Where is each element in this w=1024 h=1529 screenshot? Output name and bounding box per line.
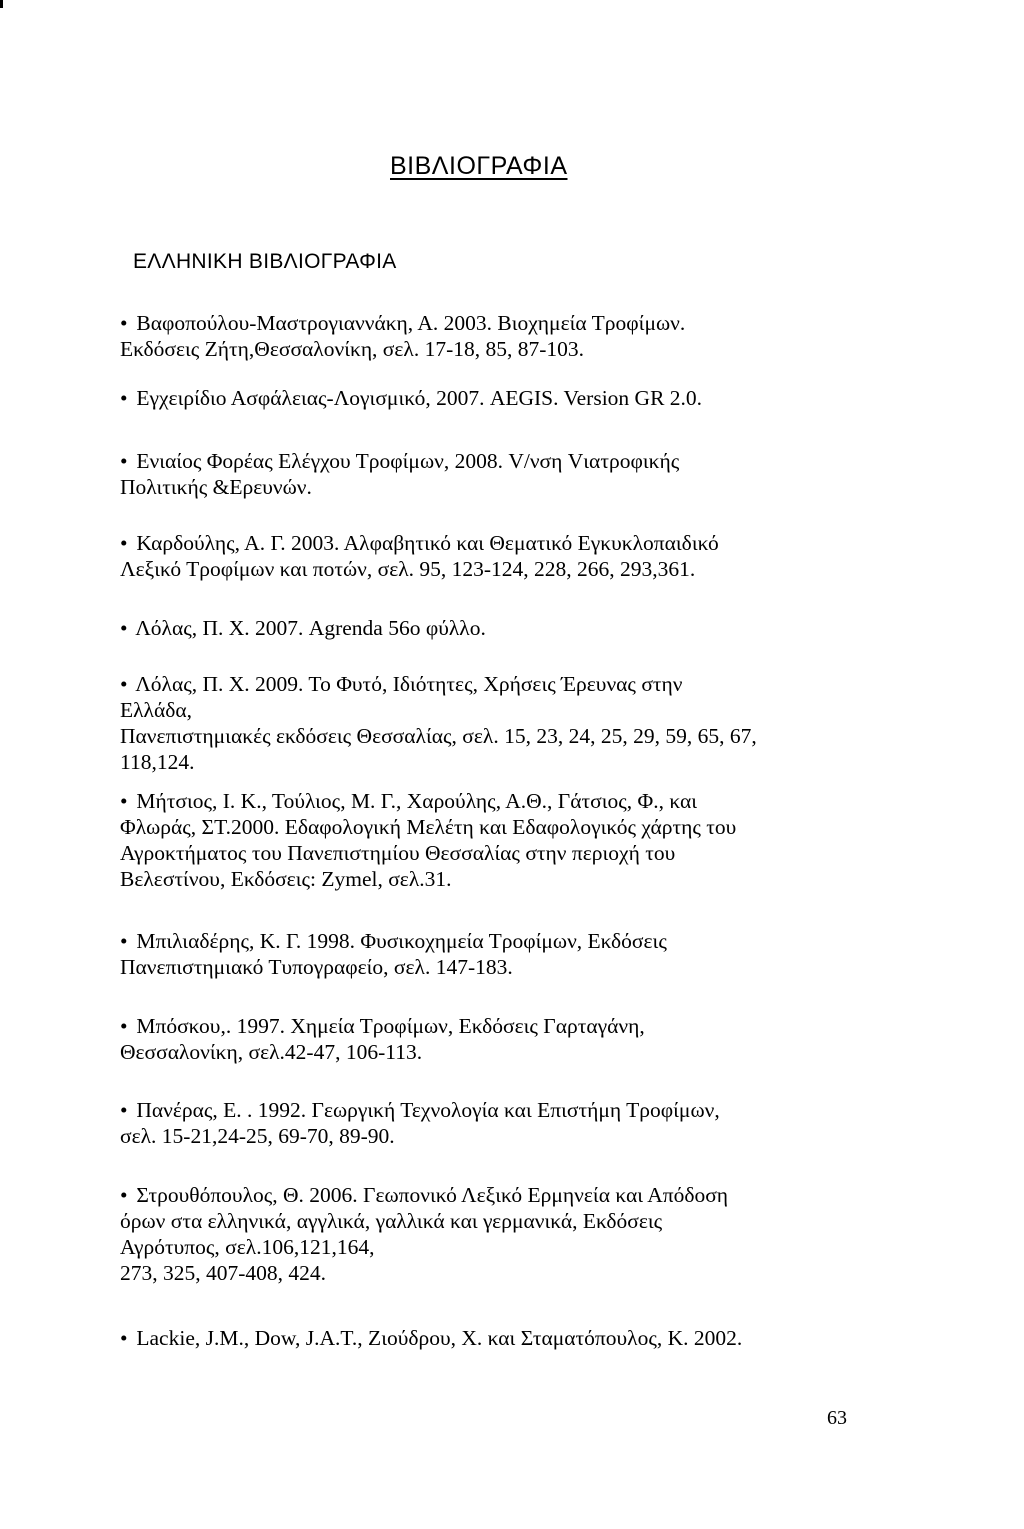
reference-line: • Μπιλιαδέρης, Κ. Γ. 1998. Φυσικοχημεία Τροφίμων, Εκδόσεις bbox=[120, 929, 667, 953]
reference-line: • Λόλας, Π. Χ. 2009. Το Φυτό, Ιδιότητες, Χρήσεις Έρευνας στην bbox=[120, 672, 683, 696]
reference-line: • Εγχειρίδιο Ασφάλειας-Λογισμικό, 2007. AEGIS. Version GR 2.0. bbox=[120, 386, 703, 410]
reference-entry bbox=[120, 788, 880, 892]
bullet-icon: • bbox=[120, 672, 128, 696]
page-title: ΒΙΒΛΙΟΓΡΑΦΙΑ bbox=[390, 152, 568, 180]
bullet-icon: • bbox=[120, 386, 128, 410]
reference-line: • Στρουθόπουλος, Θ. 2006. Γεωπονικό Λεξικό Ερμηνεία και Απόδοση bbox=[120, 1183, 729, 1207]
reference-line: • Πανέρας, Ε. . 1992. Γεωργική Τεχνολογία και Επιστήμη Τροφίμων, bbox=[120, 1098, 720, 1122]
reference-line: 273, 325, 407-408, 424. bbox=[120, 1261, 327, 1285]
reference-line: 118,124. bbox=[120, 750, 195, 774]
reference-line: Εκδόσεις Ζήτη,Θεσσαλονίκη, σελ. 17-18, 85, 87-103. bbox=[120, 337, 585, 361]
reference-entry bbox=[120, 1325, 880, 1351]
reference-entry bbox=[120, 448, 880, 500]
bullet-icon: • bbox=[120, 531, 128, 555]
bullet-icon: • bbox=[120, 929, 128, 953]
page-number: 63 bbox=[827, 1407, 847, 1429]
reference-line: • Μπόσκου,. 1997. Χημεία Τροφίμων, Εκδόσεις Γαρταγάνη, bbox=[120, 1014, 645, 1038]
reference-line: • Βαφοπούλου-Μαστρογιαννάκη, Α. 2003. Βιοχημεία Τροφίμων. bbox=[120, 311, 686, 335]
reference-entry bbox=[120, 1013, 880, 1065]
reference-line: Λεξικό Τροφίμων και ποτών, σελ. 95, 123-124, 228, 266, 293,361. bbox=[120, 557, 696, 581]
reference-line: Πανεπιστημιακό Τυπογραφείο, σελ. 147-183. bbox=[120, 955, 513, 979]
reference-line: Πολιτικής &Ερευνών. bbox=[120, 475, 312, 499]
reference-line: Βελεστίνου, Εκδόσεις: Zymel, σελ.31. bbox=[120, 867, 452, 891]
reference-line: Αγροκτήματος του Πανεπιστημίου Θεσσαλίας στην περιοχή του bbox=[120, 841, 676, 865]
reference-entry bbox=[120, 385, 880, 411]
reference-line: Αγρότυπος, σελ.106,121,164, bbox=[120, 1235, 375, 1259]
reference-line: • Ενιαίος Φορέας Ελέγχου Τροφίμων, 2008. V/νση Vιατροφικής bbox=[120, 449, 680, 473]
bullet-icon: • bbox=[120, 616, 128, 640]
reference-line: Πανεπιστημιακές εκδόσεις Θεσσαλίας, σελ. 15, 23, 24, 25, 29, 59, 65, 67, bbox=[120, 724, 757, 748]
bullet-icon: • bbox=[120, 1014, 128, 1038]
reference-entry bbox=[120, 671, 880, 775]
reference-entry bbox=[120, 928, 880, 980]
bullet-icon: • bbox=[120, 311, 128, 335]
bullet-icon: • bbox=[120, 449, 128, 473]
reference-line: • Lackie, J.M., Dow, J.A.T., Ζιούδρου, Χ. και Σταματόπουλος, Κ. 2002. bbox=[120, 1326, 743, 1350]
bullet-icon: • bbox=[120, 1326, 128, 1350]
bullet-icon: • bbox=[120, 789, 128, 813]
bullet-icon: • bbox=[120, 1183, 128, 1207]
section-heading: ΕΛΛΗΝΙΚΗ ΒΙΒΛΙΟΓΡΑΦΙΑ bbox=[133, 250, 397, 273]
reference-entry bbox=[120, 1097, 880, 1149]
reference-line: • Λόλας, Π. Χ. 2007. Agrenda 56ο φύλλο. bbox=[120, 616, 486, 640]
reference-line: Φλωράς, ΣΤ.2000. Εδαφολογική Μελέτη και Εδαφολογικός χάρτης του bbox=[120, 815, 737, 839]
reference-entry bbox=[120, 310, 880, 362]
scan-edge-mark bbox=[0, 0, 3, 8]
reference-line: όρων στα ελληνικά, αγγλικά, γαλλικά και γερμανικά, Εκδόσεις bbox=[120, 1209, 663, 1233]
reference-line: • Καρδούλης, Α. Γ. 2003. Αλφαβητικό και Θεματικό Εγκυκλοπαιδικό bbox=[120, 531, 719, 555]
reference-entry bbox=[120, 530, 880, 582]
reference-entry bbox=[120, 615, 880, 641]
reference-line: Ελλάδα, bbox=[120, 698, 193, 722]
reference-entry bbox=[120, 1182, 880, 1286]
bullet-icon: • bbox=[120, 1098, 128, 1122]
reference-line: • Μήτσιος, Ι. Κ., Τούλιος, Μ. Γ., Χαρούλης, Α.Θ., Γάτσιος, Φ., και bbox=[120, 789, 698, 813]
reference-line: Θεσσαλονίκη, σελ.42-47, 106-113. bbox=[120, 1040, 423, 1064]
reference-line: σελ. 15-21,24-25, 69-70, 89-90. bbox=[120, 1124, 395, 1148]
